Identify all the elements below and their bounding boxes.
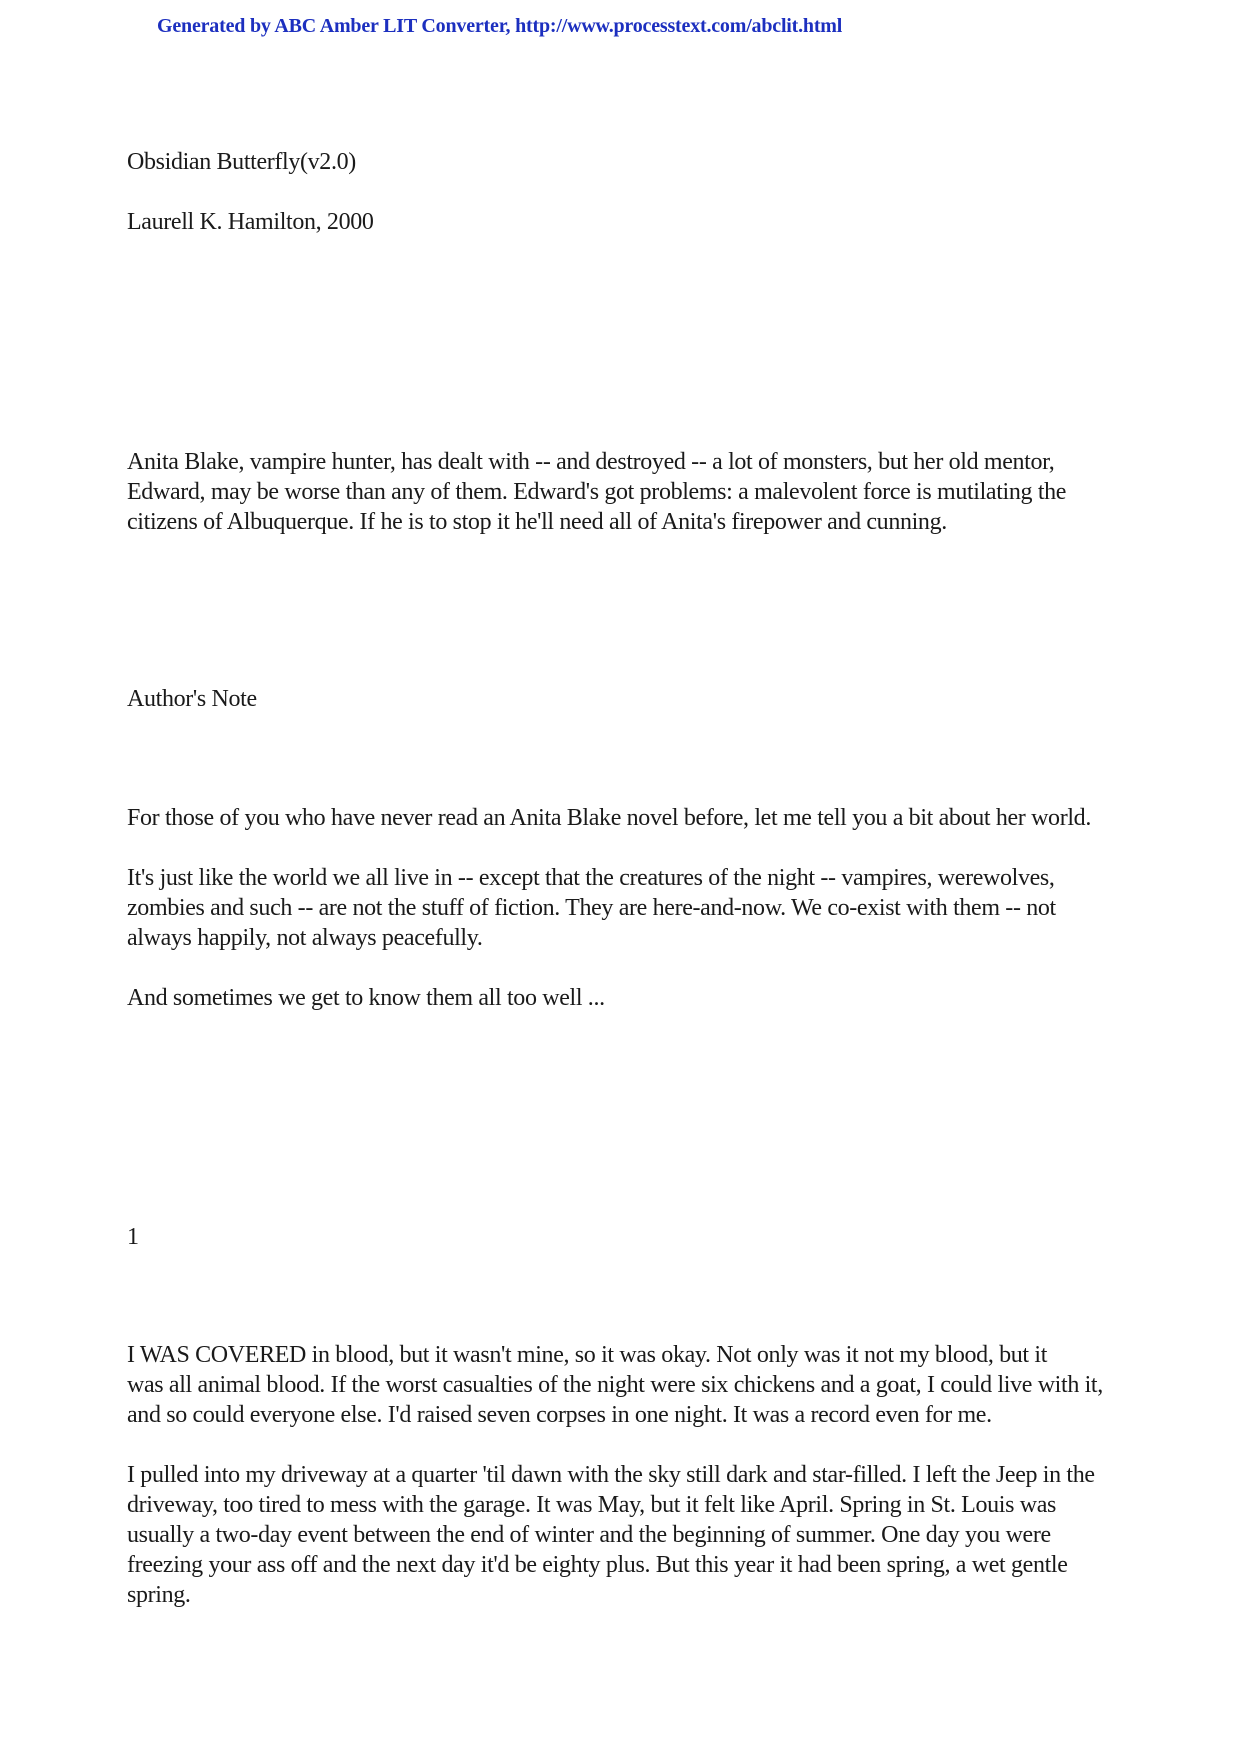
chapter-paragraph-2 bbox=[127, 1460, 1127, 1610]
text-line: spring. bbox=[127, 1582, 191, 1608]
text-line: was all animal blood. If the worst casualties of the night were six chickens and a goat, I could live with it, bbox=[127, 1372, 1103, 1398]
blurb-paragraph bbox=[127, 447, 1127, 537]
text-line: and so could everyone else. I'd raised seven corpses in one night. It was a record even for me. bbox=[127, 1402, 992, 1428]
text-line: freezing your ass off and the next day it'd be eighty plus. But this year it had been spring, a wet gentle bbox=[127, 1552, 1068, 1578]
text-line: driveway, too tired to mess with the garage. It was May, but it felt like April. Spring in St. Louis was bbox=[127, 1492, 1057, 1518]
authors-note-heading: Author's Note bbox=[127, 686, 257, 712]
generator-banner: Generated by ABC Amber LIT Converter, http://www.processtext.com/abclit.html bbox=[157, 15, 843, 37]
text-line: For those of you who have never read an Anita Blake novel before, let me tell you a bit about her world. bbox=[127, 805, 1091, 831]
text-line: zombies and such -- are not the stuff of fiction. They are here-and-now. We co-exist with them -- not bbox=[127, 895, 1056, 921]
author-line: Laurell K. Hamilton, 2000 bbox=[127, 209, 374, 235]
book-title: Obsidian Butterfly(v2.0) bbox=[127, 149, 356, 175]
text-line: It's just like the world we all live in -- except that the creatures of the night -- vampires, werewolves, bbox=[127, 865, 1055, 891]
text-line: Edward, may be worse than any of them. Edward's got problems: a malevolent force is mutilating the bbox=[127, 479, 1067, 505]
text-line: always happily, not always peacefully. bbox=[127, 925, 483, 951]
text-line: Anita Blake, vampire hunter, has dealt with -- and destroyed -- a lot of monsters, but her old mentor, bbox=[127, 449, 1055, 475]
authors-note-paragraph-1 bbox=[127, 803, 1127, 833]
text-line: usually a two-day event between the end of winter and the beginning of summer. One day you were bbox=[127, 1522, 1051, 1548]
text-line: I WAS COVERED in blood, but it wasn't mine, so it was okay. Not only was it not my blood, but it bbox=[127, 1342, 1048, 1368]
chapter-number: 1 bbox=[127, 1224, 139, 1250]
text-line: And sometimes we get to know them all too well ... bbox=[127, 985, 605, 1011]
authors-note-paragraph-3 bbox=[127, 983, 1127, 1013]
authors-note-paragraph-2 bbox=[127, 863, 1127, 953]
text-line: citizens of Albuquerque. If he is to stop it he'll need all of Anita's firepower and cunning. bbox=[127, 509, 947, 535]
text-line: I pulled into my driveway at a quarter 'til dawn with the sky still dark and star-filled. I left the Jeep in the bbox=[127, 1462, 1095, 1488]
chapter-paragraph-1 bbox=[127, 1340, 1127, 1430]
